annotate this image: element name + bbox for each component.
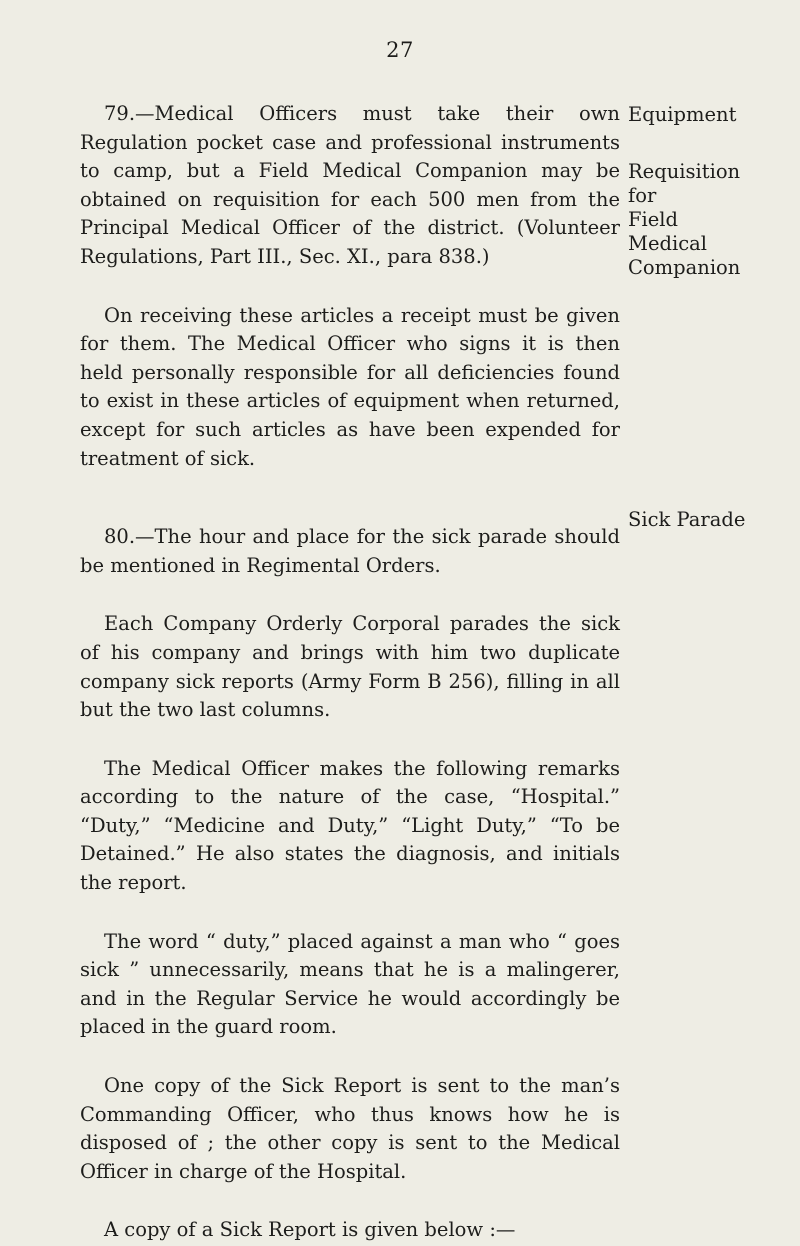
margin-note-sick-parade: Sick Parade <box>628 508 746 531</box>
paragraph-remarks: The Medical Officer makes the following remarks according to the nature of the case, “Hospital.” “Duty,” “Medicine and Duty,” “Light Duty,” “To be Detained.” He also states the diagnosis, and initials the report. <box>80 756 620 895</box>
paragraph-malingerer: The word “ duty,” placed against a man who “ goes sick ” unnecessarily, means that he is a malingerer, and in the Regular Service he would accordingly be placed in the guard room. <box>80 929 620 1039</box>
margin-note-equipment: Equipment <box>628 103 737 126</box>
paragraph-copy-distribution: One copy of the Sick Report is sent to the man’s Commanding Officer, who thus knows how he is disposed of ; the other copy is sent to the Medical Officer in charge of the Hospital. <box>80 1074 620 1183</box>
paragraph-spacer <box>80 580 620 610</box>
paragraph-spacer <box>80 1186 620 1216</box>
margin-note-requisition: Requisition for Field Medical Companion <box>628 160 741 279</box>
paragraph-receipt: On receiving these articles a receipt must be given for them. The Medical Officer who signs it is then held personally responsible for all deficiencies found to exist in these articles of equipment when returned, except for such articles as have been expended for treatment of sick. <box>80 303 620 470</box>
paragraph-spacer <box>80 272 620 302</box>
paragraph-80-sick-parade: 80.—The hour and place for the sick parade should be mentioned in Regimental Orders. <box>80 525 620 577</box>
paragraph-79-equipment: 79.—Medical Officers must take their own Regulation pocket case and professional instruments to camp, but a Field Medical Companion may be obtained on requisition for each 500 men from the Principal Medical Officer of the district. (Volunteer Regulations, Part III., Sec. XI., para 838.) <box>80 102 620 268</box>
paragraph-spacer <box>80 898 620 928</box>
page-number: 27 <box>386 38 414 62</box>
body-text <box>80 100 620 1245</box>
paragraph-copy-below: A copy of a Sick Report is given below :— <box>104 1218 516 1242</box>
section-spacer <box>80 473 620 523</box>
paragraph-spacer <box>80 725 620 755</box>
paragraph-orderly-corporal: Each Company Orderly Corporal parades the sick of his company and brings with him two duplicate company sick reports (Army Form B 256), filling in all but the two last columns. <box>80 612 620 722</box>
paragraph-spacer <box>80 1042 620 1072</box>
